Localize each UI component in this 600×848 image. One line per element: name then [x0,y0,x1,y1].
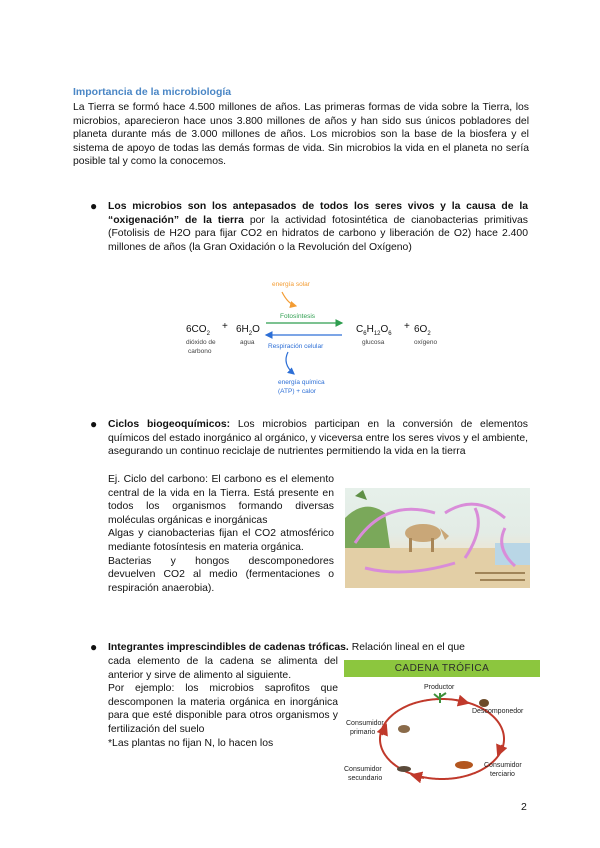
atp-heat-label: (ATP) + calor [278,388,316,395]
trophic-cycle-drawing [344,677,540,792]
trophic-chain-title: CADENA TRÓFICA [344,660,540,677]
bullet-dot: ● [90,417,98,431]
plant-icon [434,693,446,703]
photosynthesis-equation [170,278,450,400]
bullet-oxygenation-text: por la actividad fotosintética de cianobacterias primitivas (Fotolisis de H2O para fijar CO2 en hidratos de carbono y liberación de O2) hace 2.400 millones de años (la Gran Oxidación o la Revolución del Oxígeno) [108,214,528,253]
bullet-trophic-bold: Integrantes imprescindibles de cadenas tróficas. [108,642,349,653]
co2-name-1: dióxido de [186,339,216,346]
carbon-paragraph-1: Ej. Ciclo del carbono: El carbono es el elemento central de la vida en la Tierra. Está presente en todos los organismos formando diversas moléculas orgánicas e inorgánicas [108,474,334,526]
plus-sign: + [222,321,228,332]
glucose-name: glucosa [362,339,385,346]
carbon-cycle-text [108,473,334,595]
bullet-oxygenation-bold: Los microbios son los antepasados de todos los seres vivos y la causa de la “oxigenación” de la tierra [108,201,528,226]
trophic-chain-illustration [344,660,540,792]
bullet-dot: ● [90,640,98,654]
section-heading: Importancia de la microbiología [73,86,232,98]
page-number: 2 [521,801,527,813]
carbon-paragraph-3: Bacterias y hongos descomponedores devuelven CO2 al medio (fermentaciones o respiración anaerobia). [108,555,334,594]
co2-formula: $6CO_2$ [186,324,210,337]
trophic-chain-text [108,655,338,750]
carbon-paragraph-2: Algas y cianobacterias fijan el CO2 atmosférico mediante fotosíntesis en materia orgánica. [108,528,334,553]
producer-label: Productor [424,684,455,691]
bullet-biogeochemical [108,418,528,459]
chain-paragraph-3: *Las plantas no fijan N, lo hacen los [108,737,274,749]
h2o-formula: $6H_2O$ [236,324,260,337]
carbon-cycle-drawing [345,488,530,588]
glucose-formula: $C_6H_{12}O_6$ [356,324,392,337]
primary-consumer-label-1: Consumidor [346,720,384,727]
primary-consumer-label-2: primario [350,729,376,736]
tertiary-consumer-label-2: terciario [490,771,515,778]
plus-sign-2: + [404,321,410,332]
secondary-consumer-label-1: Consumidor [344,766,382,773]
bullet-dot: ● [90,199,98,213]
intro-paragraph: La Tierra se formó hace 4.500 millones de años. Las primeras formas de vida sobre la Tierra, los microbios, aparecieron hace unos 3.800 millones de años y han sido sus únicos pobladores del planeta durante más de 3.000 millones de años. Los microbios son la base de la biosfera y el sistema de apoyo de todas las demás formas de vida. Sin microbios la vida en el planeta no sería posible tal y como la conocemos. [73,102,529,168]
chain-paragraph-2: Por ejemplo: los microbios saprofitos que descomponen la materia orgánica en inorgánica para que esté disponible para otros organismos y fertilización del suelo [108,683,338,735]
bullet-oxygenation [108,200,528,254]
photosynthesis-label: Fotosíntesis [280,313,316,320]
decomposer-label: Descomponedor [472,708,524,715]
energy-in-arrow [282,292,296,306]
carbon-cycle-illustration [345,488,530,588]
co2-name-2: carbono [188,348,212,355]
bullet-biogeochemical-bold: Ciclos biogeoquímicos: [108,419,231,430]
respiration-label: Respiración celular [268,343,324,350]
chain-paragraph-1: cada elemento de la cadena se alimenta del anterior y sirve de alimento al siguiente. [108,656,338,681]
bullet-trophic-text: Relación lineal en el que [348,642,465,653]
energy-solar-label: energía solar [272,281,310,288]
energy-out-arrow [286,352,294,374]
bullet-trophic [108,641,528,655]
chemical-energy-label: energía química [278,379,325,386]
fox-icon [455,761,473,769]
bird-icon [397,766,411,772]
tertiary-consumer-label-1: Consumidor [484,762,522,769]
water-name: agua [240,339,255,346]
secondary-consumer-label-2: secundario [348,775,383,782]
o2-formula: $6O_2$ [414,324,431,337]
bullet-biogeochemical-text: Los microbios participan en la conversión de elementos químicos del estado inorgánico al orgánico, y viceversa entre los seres vivos y el ambiente, asegurando un continuo reciclaje de nutrientes permitiendo la vida en la tierra [108,419,528,458]
oxygen-name: oxígeno [414,339,438,346]
rabbit-icon [398,725,410,733]
decomposer-icon [479,699,489,707]
